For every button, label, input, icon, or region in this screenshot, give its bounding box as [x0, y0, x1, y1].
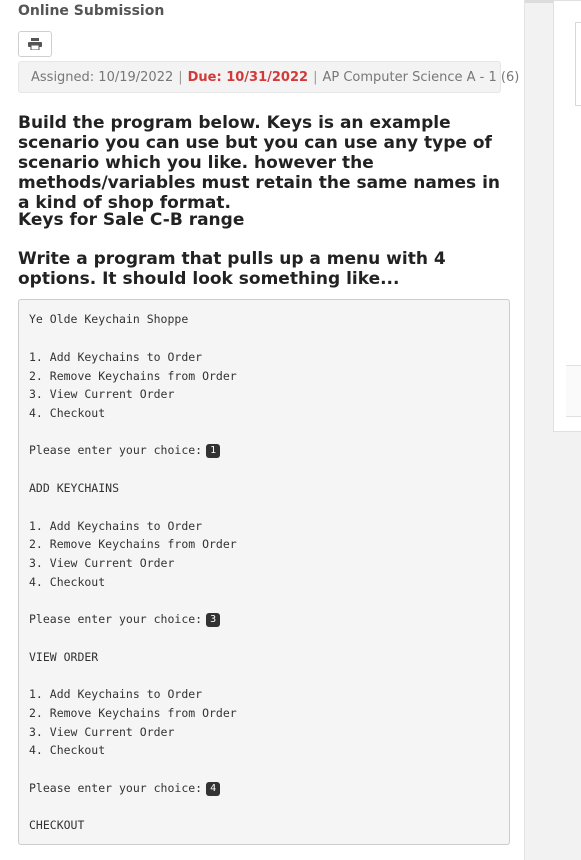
- menu-line: 4. Checkout: [29, 575, 106, 589]
- input-key: 3: [206, 613, 220, 627]
- menu-line: 1. Add Keychains to Order: [29, 519, 203, 533]
- prompt-text: Please enter your choice:: [29, 781, 203, 795]
- menu-line: 4. Checkout: [29, 406, 106, 420]
- menu-line: 2. Remove Keychains from Order: [29, 706, 237, 720]
- menu-line: 3. View Current Order: [29, 556, 175, 570]
- prompt-text: Please enter your choice:: [29, 443, 203, 457]
- instructions-paragraph: Write a program that pulls up a menu with 4 options. It should look something like...: [18, 249, 446, 289]
- section-heading-line: VIEW ORDER: [29, 650, 99, 664]
- menu-line: 4. Checkout: [29, 743, 106, 757]
- instructions-subheading: Keys for Sale C-B range: [18, 210, 245, 230]
- input-key: 1: [206, 444, 220, 458]
- menu-line: 2. Remove Keychains from Order: [29, 369, 237, 383]
- assignment-meta: [18, 61, 520, 93]
- prompt-line: [29, 443, 220, 458]
- due-date: Due: 10/31/2022: [187, 69, 309, 85]
- menu-line: 1. Add Keychains to Order: [29, 687, 203, 701]
- section-title: Online Submission: [18, 3, 165, 19]
- prompt-line: [29, 781, 220, 796]
- course-name: AP Computer Science A - 1 (6): [322, 69, 520, 85]
- printer-icon: [28, 38, 42, 50]
- meta-separator: |: [178, 69, 183, 85]
- prompt-line: [29, 612, 220, 627]
- prompt-text: Please enter your choice:: [29, 612, 203, 626]
- side-panel-footer: [566, 366, 581, 417]
- menu-line: 3. View Current Order: [29, 725, 175, 739]
- section-heading-line: CHECKOUT: [29, 818, 85, 832]
- meta-separator: |: [313, 69, 318, 85]
- print-button[interactable]: [18, 31, 52, 57]
- shop-title-line: Ye Olde Keychain Shoppe: [29, 312, 189, 326]
- side-panel-field[interactable]: [575, 22, 581, 106]
- menu-line: 1. Add Keychains to Order: [29, 350, 203, 364]
- assigned-date: Assigned: 10/19/2022: [31, 69, 174, 85]
- section-heading-line: ADD KEYCHAINS: [29, 481, 120, 495]
- menu-line: 2. Remove Keychains from Order: [29, 537, 237, 551]
- instructions-paragraph: Build the program below. Keys is an example scenario you can use but you can use any type of scenario which you like. however the methods/variables must retain the same names in a kind of shop format.: [18, 113, 501, 213]
- menu-line: 3. View Current Order: [29, 387, 175, 401]
- example-output-block: [18, 299, 510, 845]
- input-key: 4: [206, 782, 220, 796]
